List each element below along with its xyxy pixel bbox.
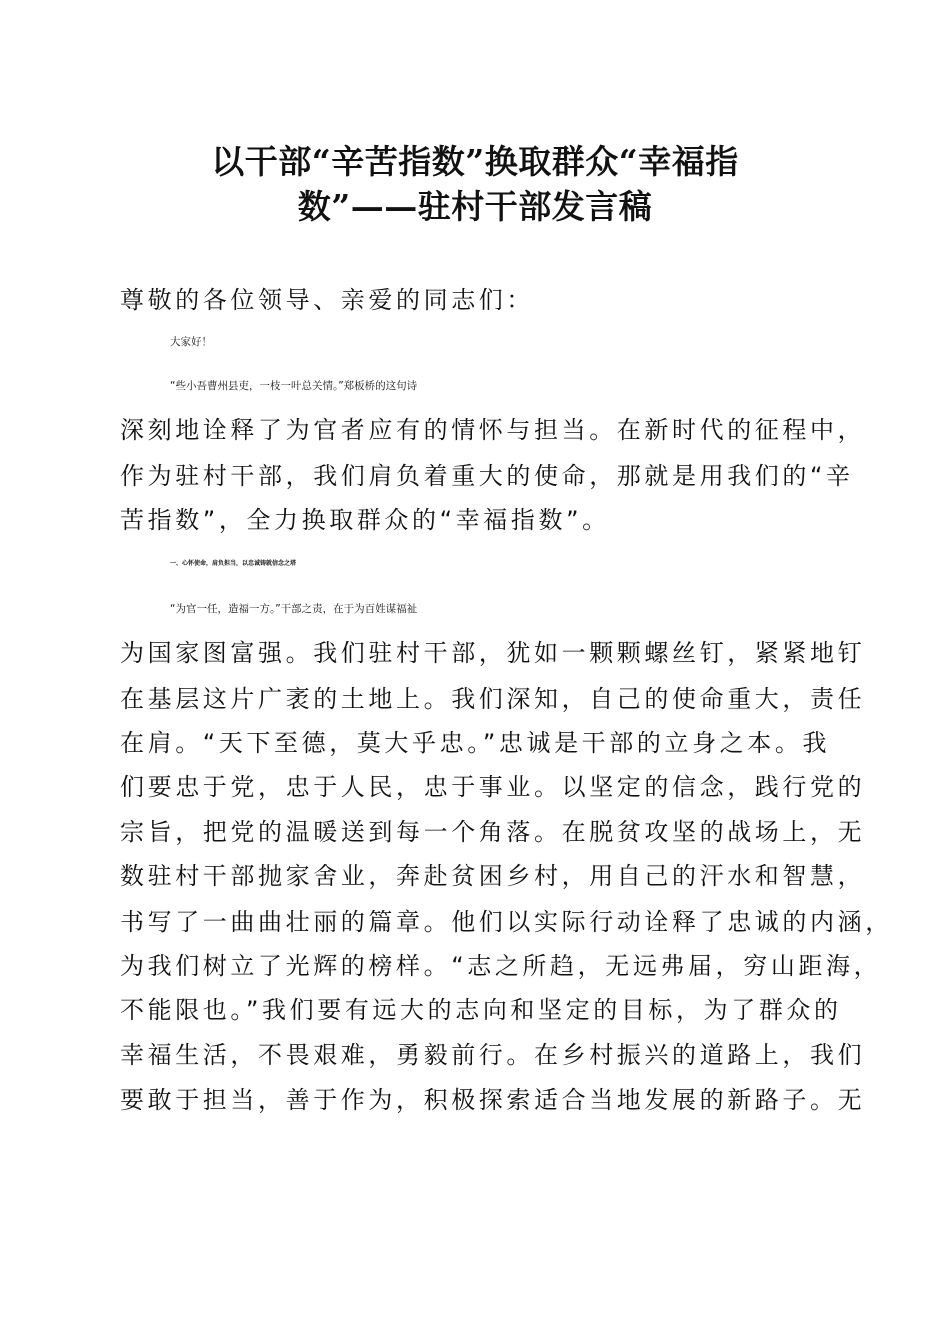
paragraph-line: 数驻村干部抛家舍业，奔赴贫困乡村，用自己的汗水和智慧， [120, 862, 866, 890]
paragraph-line: 书写了一曲曲壮丽的篇章。他们以实际行动诠释了忠诚的内涵， [120, 908, 893, 936]
greeting: 大家好！ [170, 336, 212, 348]
paragraph-line: 在基层这片广袤的土地上。我们深知，自己的使命重大，责任 [120, 685, 866, 713]
paragraph-line: 在肩。“天下至德，莫大乎忠。”忠诚是干部的立身之本。我 [120, 729, 831, 757]
paragraph-line: 深刻地诠释了为官者应有的情怀与担当。在新时代的征程中， [120, 416, 866, 444]
document-title-line-2: 数”——驻村干部发言稿 [297, 187, 653, 226]
paragraph-line: 为我们树立了光辉的榜样。“志之所趋，无远弗届，穷山距海， [120, 952, 882, 980]
paragraph-line: 苦指数”，全力换取群众的“幸福指数”。 [120, 506, 610, 534]
paragraph-line: 幸福生活，不畏艰难，勇毅前行。在乡村振兴的道路上，我们 [120, 1041, 866, 1069]
paragraph-line: 作为驻村干部，我们肩负着重大的使命，那就是用我们的“辛 [120, 462, 854, 490]
paragraph-line: “些小吾曹州县吏，一枝一叶总关情。”郑板桥的这句诗 [170, 380, 418, 392]
paragraph-line: 不能限也。”我们要有远大的志向和坚定的目标，为了群众的 [120, 996, 842, 1024]
section-heading: 一、心怀使命，肩负担当，以忠诚铸就信念之塔 [170, 560, 297, 567]
paragraph-line: “为官一任，造福一方。”干部之责，在于为百姓谋福祉 [170, 603, 418, 615]
paragraph-line: 为国家图富强。我们驻村干部，犹如一颗颗螺丝钉，紧紧地钉 [120, 639, 866, 667]
paragraph-line: 宗旨，把党的温暖送到每一个角落。在脱贫攻坚的战场上，无 [120, 818, 866, 846]
paragraph-line: 要敢于担当，善于作为，积极探索适合当地发展的新路子。无 [120, 1086, 866, 1114]
paragraph-line: 们要忠于党，忠于人民，忠于事业。以坚定的信念，践行党的 [120, 773, 866, 801]
salutation: 尊敬的各位领导、亲爱的同志们： [120, 286, 534, 314]
document-title-line-1: 以干部“辛苦指数”换取群众“幸福指 [211, 142, 739, 181]
